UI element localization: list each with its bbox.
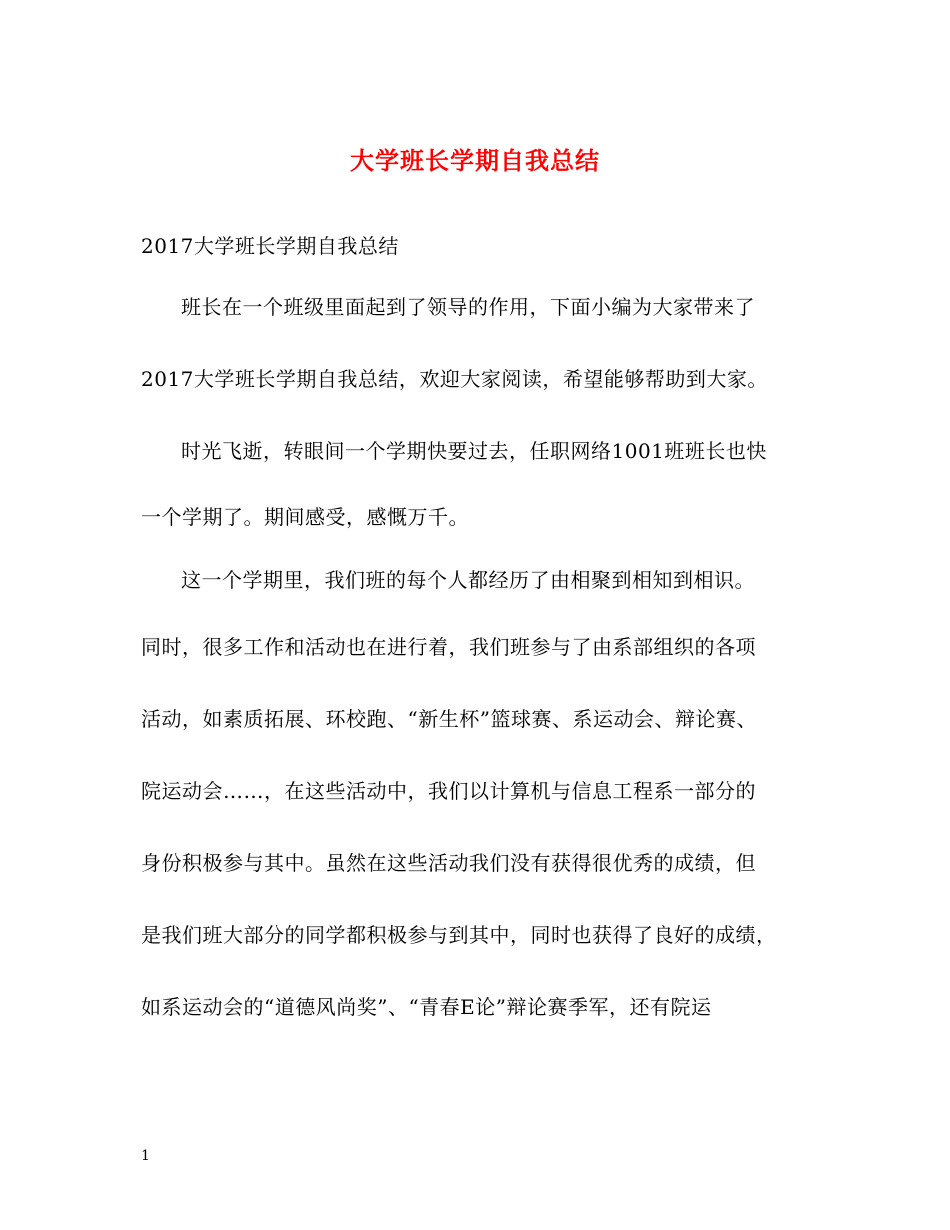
paragraph-line: 同时，很多工作和活动也在进行着，我们班参与了由系部组织的各项 [141,635,756,659]
paragraph-line: 身份积极参与其中。虽然在这些活动我们没有获得很优秀的成绩，但 [141,851,756,875]
document-subtitle: 2017大学班长学期自我总结 [141,234,399,258]
paragraph-line: 院运动会……，在这些活动中，我们以计算机与信息工程系一部分的 [141,779,756,803]
paragraph-line: 这一个学期里，我们班的每个人都经历了由相聚到相知到相识。 [181,568,755,592]
paragraph-line: 是我们班大部分的同学都积极参与到其中，同时也获得了良好的成绩， [141,923,777,947]
paragraph-line: 班长在一个班级里面起到了领导的作用，下面小编为大家带来了 [181,295,755,319]
page-number: 1 [141,1148,150,1164]
paragraph-line: 一个学期了。期间感受，感慨万千。 [141,505,469,529]
paragraph-line: 如系运动会的“道德风尚奖”、“青春E论”辩论赛季军，还有院运 [141,995,712,1019]
paragraph-line: 时光飞逝，转眼间一个学期快要过去，任职网络1001班班长也快 [181,439,767,463]
paragraph-line: 活动，如素质拓展、环校跑、“新生杯”篮球赛、系运动会、辩论赛、 [141,707,757,731]
paragraph-line: 2017大学班长学期自我总结，欢迎大家阅读，希望能够帮助到大家。 [141,367,768,391]
document-title: 大学班长学期自我总结 [350,146,600,175]
